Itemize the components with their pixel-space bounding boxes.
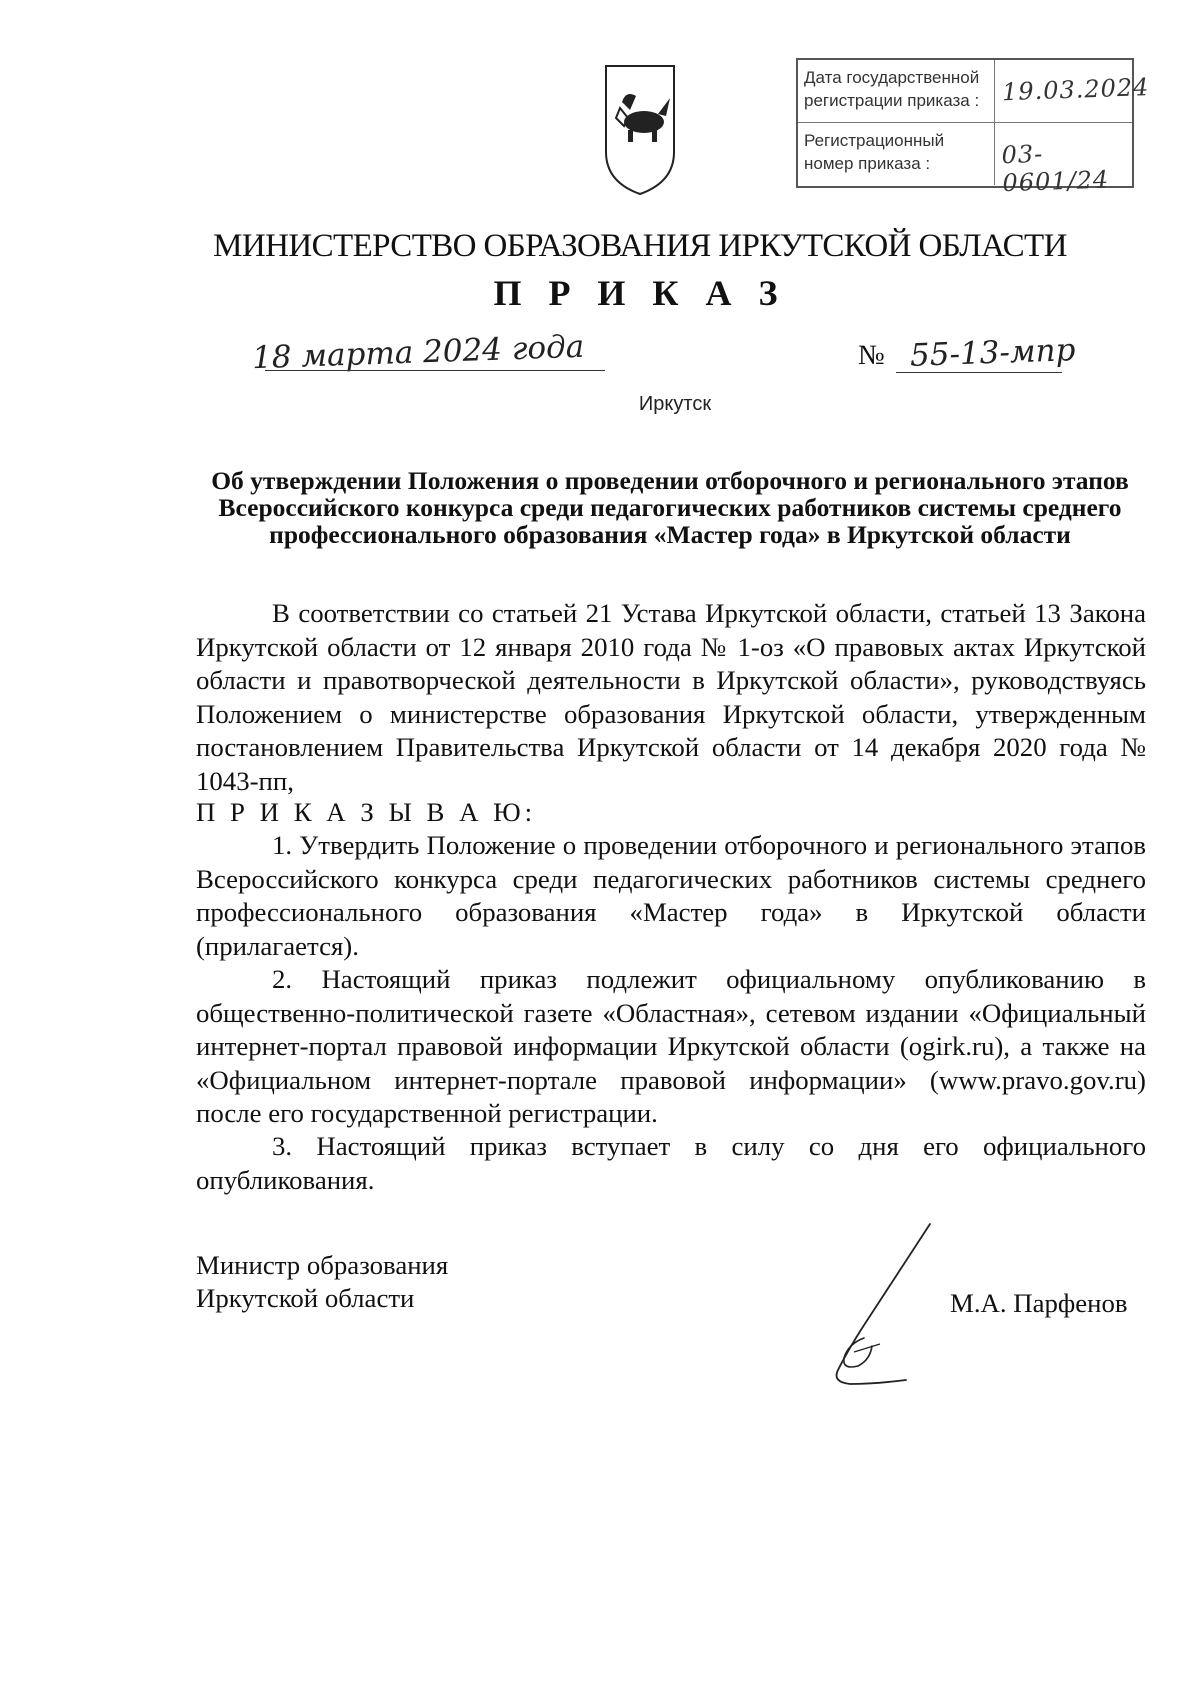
- registration-date-value: 19.03.2024: [1001, 73, 1150, 107]
- registration-number-label: Регистрационный номер приказа :: [804, 131, 945, 173]
- ministry-title: МИНИСТЕРСТВО ОБРАЗОВАНИЯ ИРКУТСКОЙ ОБЛАСТИ: [213, 228, 1067, 264]
- number-underline: [896, 372, 1062, 373]
- registration-number-value: 03-0601/24: [1001, 139, 1110, 198]
- order-item-3: 3. Настоящий приказ вступает в силу со дня его официального опубликования.: [196, 1131, 1146, 1195]
- registration-date-row: [798, 60, 1150, 123]
- signer-name: М.А. Парфенов: [950, 1288, 1128, 1318]
- order-date-handwritten: 18 марта 2024 года: [251, 328, 585, 377]
- order-number-handwritten: 55-13-мпр: [909, 332, 1076, 374]
- registration-divider: [994, 123, 995, 185]
- registration-number-row: [798, 123, 1132, 198]
- order-subject-heading: Об утверждении Положения о проведении отборочного и регионального этапов Всероссийского конкурса среди педагогических работников системы среднего профессионального образования «Мастер года» в Иркутской области: [211, 466, 1129, 549]
- signer-position-line-1: Министр образования: [196, 1250, 449, 1280]
- date-underline: [265, 370, 605, 371]
- registration-date-label: Дата государственной регистрации приказа :: [804, 68, 980, 110]
- signer-position-line-2: Иркутской области: [196, 1283, 415, 1313]
- registration-divider: [994, 60, 995, 122]
- city-name: Иркутск: [638, 393, 712, 415]
- order-item-1: 1. Утвердить Положение о проведении отборочного и регионального этапов Всероссийского конкурса среди педагогических работников системы среднего профессионального образования «Мастер года» в Иркутской области (прилагается).: [196, 830, 1146, 961]
- signer-position: [196, 1249, 616, 1315]
- registration-stamp: [796, 58, 1150, 198]
- preamble-paragraph: В соответствии со статьей 21 Устава Иркутской области, статьей 13 Закона Иркутской области от 12 января 2010 года № 1-оз «О правовых актах Иркутской области и правотворческой деятельности в Иркутской области», руководствуясь Положением о министерстве образования Иркутской области, утвержденным постановлением Правительства Иркутской области от 14 декабря 2020 года № 1043-пп,: [196, 598, 1146, 796]
- order-keyword: П Р И К А З Ы В А Ю:: [196, 797, 537, 827]
- order-item-2: 2. Настоящий приказ подлежит официальному опубликованию в общественно-политической газете «Областная», сетевом издании «Официальный интернет-портал правовой информации Иркутской области (ogirk.ru), а также на «Официальном интернет-портале правовой информации» (www.pravo.gov.ru) после его государственной регистрации.: [196, 964, 1146, 1128]
- document-type-title: П Р И К А З: [493, 273, 787, 313]
- handwritten-signature: [810, 1220, 940, 1390]
- order-number-sign: №: [858, 340, 885, 371]
- coat-of-arms-emblem: [600, 60, 680, 200]
